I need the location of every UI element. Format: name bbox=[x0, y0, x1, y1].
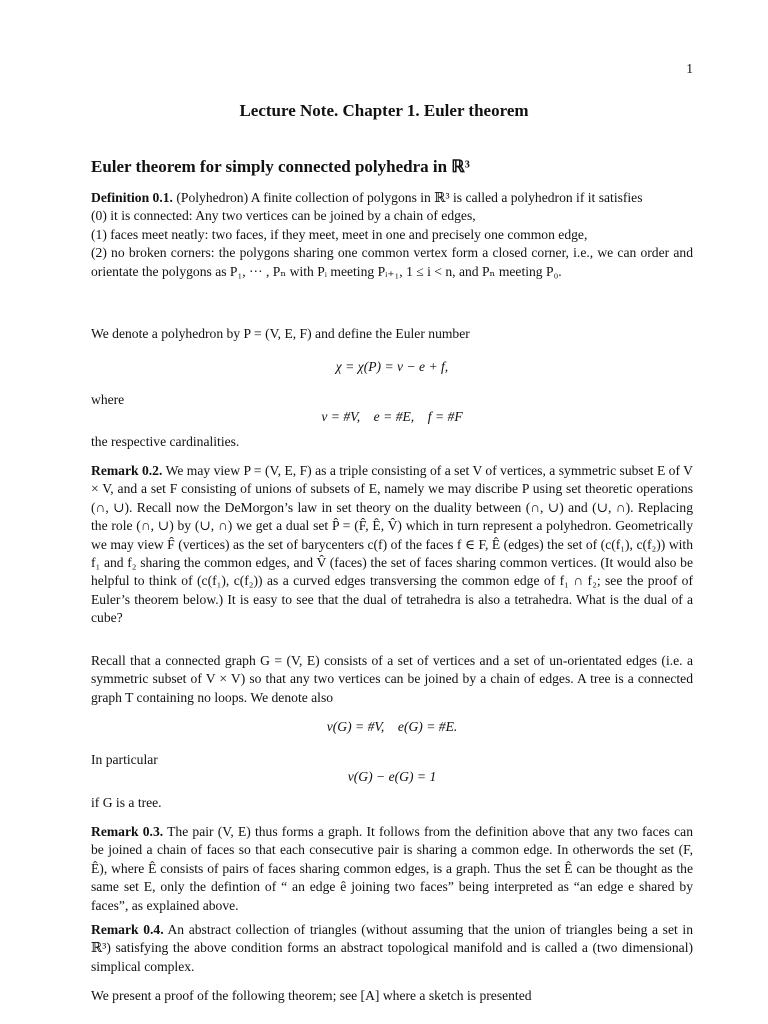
definition-item-1: (1) faces meet neatly: two faces, if they meet, meet in one and precisely one common edge, bbox=[91, 226, 588, 242]
remark-0-3-text: The pair (V, E) thus forms a graph. It follows from the definition above that any two faces can be joined a chain of faces so that each consecutive pair is sharing a common edge. In otherwords the set (F, Ê), where Ê consists of pairs of faces sharing common edges, is a graph. Thus the set Ê can be thought as the same set E, only the defintion of “ an edge ê joining two faces” being interpreted as “an edge e shared by faces”, as explained above. bbox=[91, 824, 693, 913]
euler-number-equation: χ = χ(P) = v − e + f, bbox=[335, 359, 449, 374]
remark-0-4 bbox=[91, 921, 693, 976]
definition-lead: (Polyhedron) A finite collection of polygons in ℝ³ is called a polyhedron if it satisfies bbox=[176, 190, 643, 205]
section-title: Euler theorem for simply connected polyhedra in ℝ³ bbox=[91, 157, 470, 176]
definition-item-0: (0) it is connected: Any two vertices can be joined by a chain of edges, bbox=[91, 208, 476, 224]
remark-0-4-text: An abstract collection of triangles (without assuming that the union of triangles being a set in ℝ³) satisfying the above condition forms an abstract topological manifold and is called a (two dimensional) simplical complex. bbox=[91, 922, 693, 974]
remark-0-4-header: Remark 0.4. bbox=[91, 922, 164, 937]
closing-sentence: We present a proof of the following theorem; see [A] where a sketch is presented bbox=[91, 988, 532, 1003]
cardinality-equation: v = #V, e = #E, f = #F bbox=[321, 409, 463, 424]
remark-0-2 bbox=[91, 462, 693, 628]
page-number: 1 bbox=[686, 61, 693, 76]
tree-note: if G is a tree. bbox=[91, 795, 162, 810]
graph-paragraph: Recall that a connected graph G = (V, E) consists of a set of vertices and a set of un-orientated edges (i.e. a symmetric subset of V × V) so that any two vertices can be joined by a chain of edges. A tree is a connected graph T containing no loops. We denote also bbox=[91, 653, 693, 705]
euler-intro: We denote a polyhedron by P = (V, E, F) and define the Euler number bbox=[91, 326, 470, 341]
remark-0-3 bbox=[91, 823, 693, 915]
cardinality-note: the respective cardinalities. bbox=[91, 434, 240, 449]
definition-item-2: (2) no broken corners: the polygons sharing one common vertex form a closed corner, i.e., we can order and orientate the polygons as P₁, ··· , Pₙ with Pᵢ meeting Pᵢ₊₁, 1 ≤ i < n, and Pₙ meeting P₀. bbox=[91, 245, 693, 279]
remark-0-3-header: Remark 0.3. bbox=[91, 824, 164, 839]
tree-equation: v(G) − e(G) = 1 bbox=[347, 769, 437, 784]
definition-header: Definition 0.1. bbox=[91, 190, 173, 205]
remark-0-2-header: Remark 0.2. bbox=[91, 463, 163, 478]
definition-block bbox=[91, 189, 693, 281]
graph-equation: v(G) = #V, e(G) = #E. bbox=[326, 719, 458, 734]
where-label: where bbox=[91, 392, 125, 407]
in-particular-label: In particular bbox=[91, 752, 158, 767]
lecture-title: Lecture Note. Chapter 1. Euler theorem bbox=[239, 101, 529, 120]
remark-0-2-text: We may view P = (V, E, F) as a triple consisting of a set V of vertices, a symmetric subset E of V × V, and a set F consisting of unions of subsets of E, namely we may discribe P using set theoretic operations (∩, ∪). Recall now the DeMorgon’s law in set theory on the duality between (∩, ∪) and (∪, ∩). Replacing the role (∩, ∪) by (∪, ∩) we get a dual set P̂ = (F̂, Ê, V̂) which in turn represent a polyhedron. Geometrically we may view F̂ (vertices) as the set of barycenters c(f) of the faces f ∈ F, Ê (edges) the set of (c(f₁), c(f₂)) with f₁ and f₂ sharing the common edges, and V̂ (faces) the set of faces sharing common vertices. (It would also be helpful to think of (c(f₁), c(f₂)) as a curved edges transversing the common edge of f₁ ∩ f₂; see the proof of Euler’s theorem below.) It is easy to see that the dual of tetrahedra is also a tetrahedra. What is the dual of a cube? bbox=[91, 463, 693, 626]
